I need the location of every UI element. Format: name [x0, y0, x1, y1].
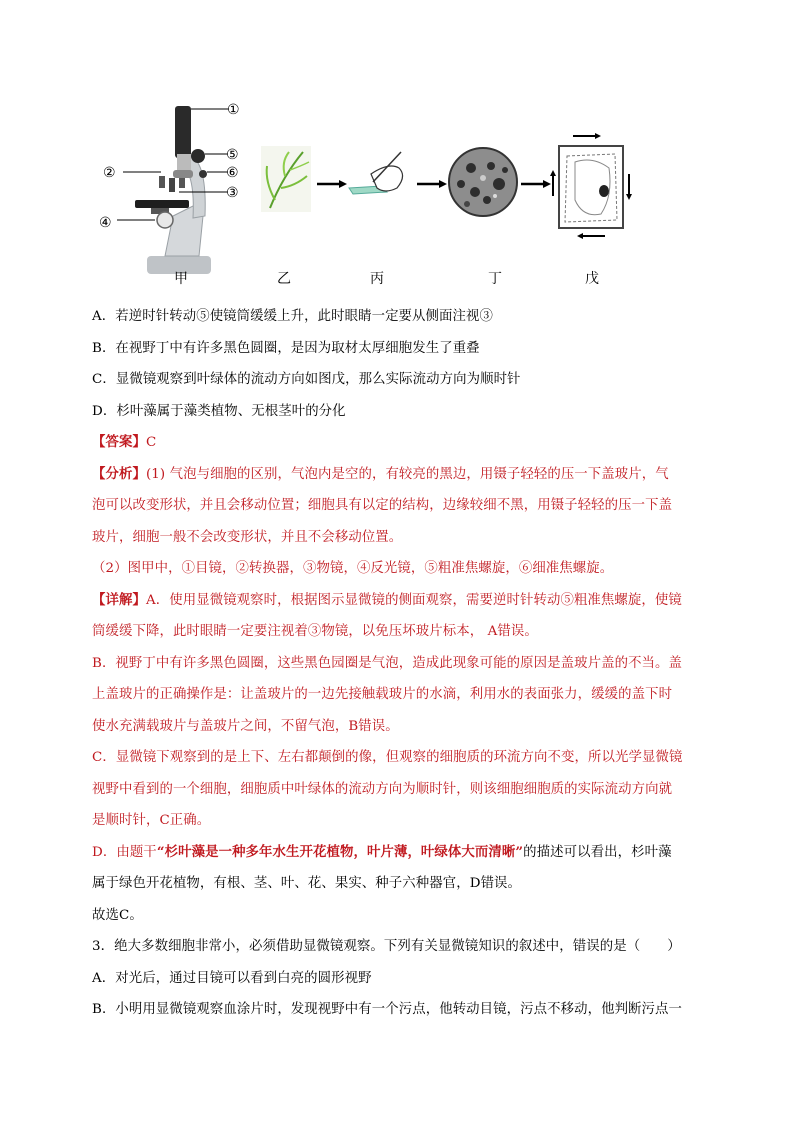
- q3-option-b: B．小明用显微镜观察血涂片时，发现视野中有一个污点，他转动目镜，污点不移动，他判断污点一: [92, 1002, 683, 1017]
- q3-option-a: A．对光后，通过目镜可以看到白亮的圆形视野: [92, 970, 372, 986]
- microscope-illustration: [135, 106, 211, 274]
- label-1: ①: [227, 102, 240, 118]
- plant-cell-image: [550, 133, 632, 239]
- label-2: ②: [103, 165, 116, 181]
- analysis-text-1: (1) 气泡与细胞的区别，气泡内是空的，有较亮的黑边，用镊子轻轻的压一下盖玻片，气: [145, 466, 669, 482]
- q3-stem: 3．绝大多数细胞非常小，必须借助显微镜观察。下列有关显微镜知识的叙述中，错误的是（ ）: [92, 939, 681, 954]
- label-4: ④: [99, 215, 112, 231]
- caption-wu: 戊: [585, 271, 599, 287]
- microscope-view-image: [449, 148, 517, 216]
- detail-line-4: 上盖玻片的正确操作是：让盖玻片的一边先接触载玻片的水滴，利用水的表面张力，缓缓的盖下时: [92, 687, 673, 702]
- analysis-line-4: （2）图甲中，①目镜，②转换器，③物镜，④反光镜，⑤粗准焦螺旋，⑥细准焦螺旋。: [92, 561, 614, 576]
- detail-line-5: 使水充满载玻片与盖玻片之间，不留气泡，B错误。: [92, 718, 399, 734]
- label-6: ⑥: [226, 165, 239, 181]
- detail-line-3: B．视野丁中有许多黑色圆圈，这些黑色园圈是气泡，造成此现象可能的原因是盖玻片盖的不当。盖: [92, 655, 683, 671]
- detail-line-1: [92, 585, 704, 617]
- caption-yi: 乙: [277, 271, 291, 287]
- question-content: [92, 301, 704, 1026]
- option-b: B．在视野丁中有许多黑色圆圈，是因为取材太厚细胞发生了重叠: [92, 340, 480, 356]
- detail-line-2: 筒缓缓下降，此时眼睛一定要注视着③物镜，以免压坏玻片标本， A错误。: [92, 624, 538, 639]
- label-5: ⑤: [226, 147, 239, 163]
- slide-preparation-image: [349, 152, 403, 194]
- detail-d-suffix: 的描述可以看出，杉叶藻: [523, 844, 672, 860]
- detail-line-8: 是顺时针，C正确。: [92, 813, 211, 828]
- analysis-line-2: 泡可以改变形状，并且会移动位置；细胞具有以定的结构，边缘较细不黑，用镊子轻轻的压一下盖: [92, 498, 673, 513]
- arrow-1: [317, 180, 347, 188]
- option-d: D．杉叶藻属于藻类植物、无根茎叶的分化: [92, 403, 346, 419]
- caption-jia: 甲: [174, 271, 188, 287]
- analysis-line-3: 玻片，细胞一般不会改变形状，并且不会移动位置。: [92, 529, 403, 545]
- analysis-label: 【分析】: [92, 465, 146, 482]
- detail-line-6: C．显微镜下观察到的是上下、左右都颠倒的像，但观察的细胞质的环流方向不变，所以光学显微镜: [92, 750, 683, 765]
- detail-line-7: 视野中看到的一个细胞，细胞质中叶绿体的流动方向为顺时针，则该细胞细胞质的实际流动方向就: [92, 781, 673, 797]
- conclusion: 故选C。: [92, 907, 143, 923]
- detail-label: 【详解】: [92, 591, 146, 608]
- detail-line-d1: [92, 837, 704, 869]
- detail-text-1: A．使用显微镜观察时，根据图示显微镜的侧面观察，需要逆时针转动⑤粗准焦螺旋，使镜: [145, 592, 682, 608]
- arrow-2: [417, 180, 447, 188]
- caption-bing: 丙: [370, 271, 384, 287]
- option-a: A．若逆时针转动⑤使镜筒缓缓上升，此时眼睛一定要从侧面注视③: [92, 309, 493, 324]
- figure-drawing: [95, 96, 655, 291]
- detail-d-quote: “杉叶藻是一种多年水生开花植物，叶片薄，叶绿体大而清晰”: [156, 843, 524, 860]
- arrow-3: [521, 180, 551, 188]
- option-c: C．显微镜观察到叶绿体的流动方向如图戊，那么实际流动方向为顺时针: [92, 372, 521, 387]
- answer-label: 【答案】: [92, 434, 146, 450]
- detail-line-d2: 属于绿色开花植物，有根、茎、叶、花、果实、种子六种器官，D错误。: [92, 876, 522, 891]
- answer-value: C: [145, 435, 157, 450]
- caption-ding: 丁: [488, 271, 502, 287]
- plant-image: [261, 146, 311, 212]
- analysis-line-1: [92, 459, 704, 491]
- answer-line: [92, 427, 704, 459]
- detail-d-prefix: D．由题干: [92, 844, 157, 860]
- label-3: ③: [226, 185, 239, 201]
- experiment-figure: [95, 96, 655, 291]
